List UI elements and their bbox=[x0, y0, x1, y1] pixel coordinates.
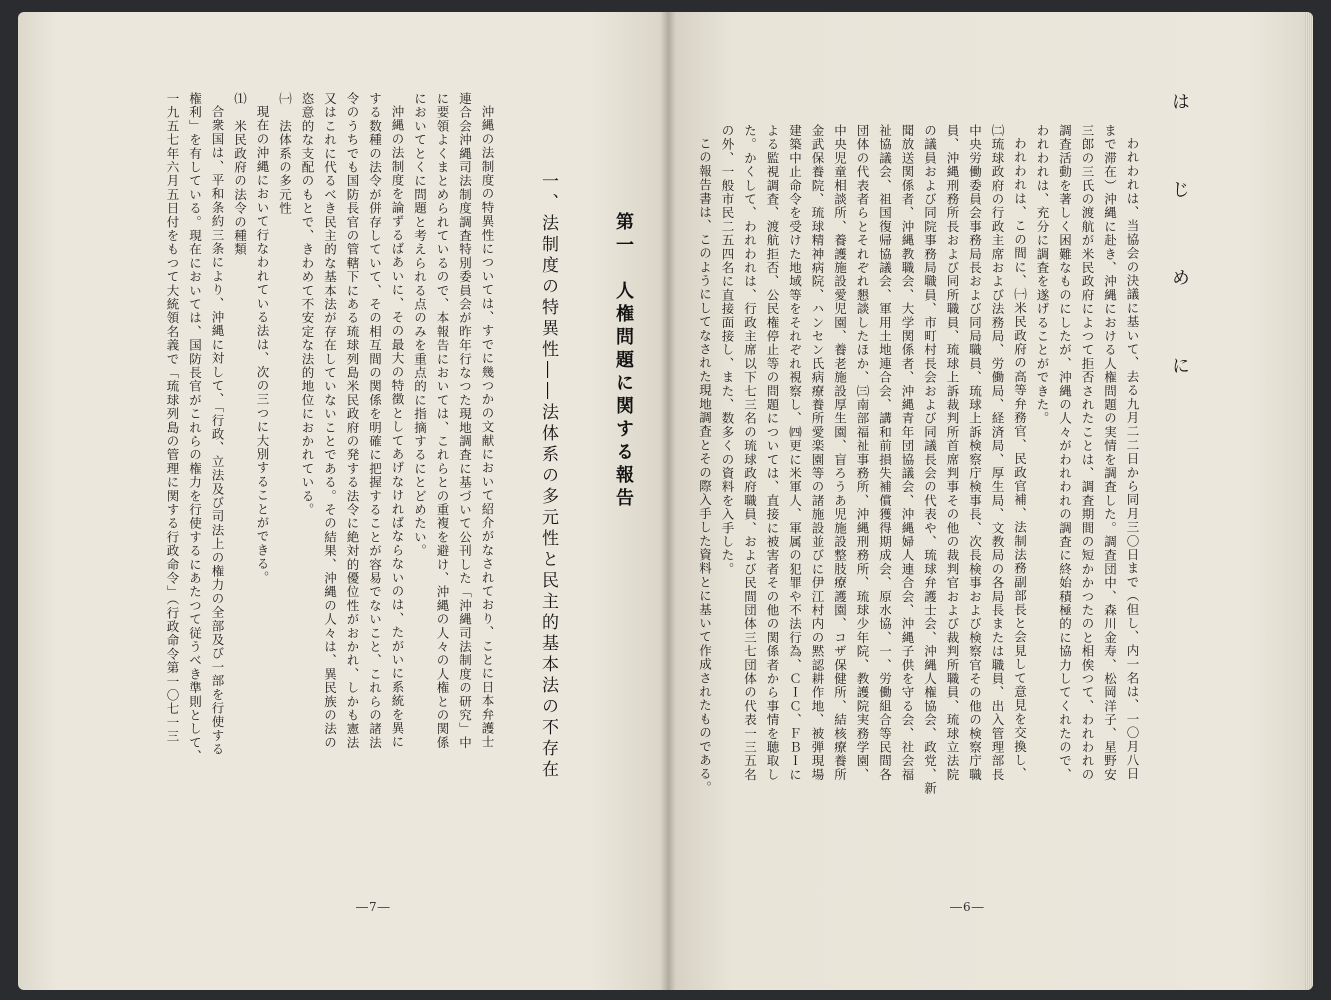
text-line: 祉協議会、祖国復帰協議会、軍用土地連合会、講和前損失補償獲得期成会、原水協、一、労働組合等民間各 bbox=[877, 124, 893, 782]
text-line: まで滞在）沖縄に赴き、沖縄における人権問題の実情を調査した。調査団中、森川金寿、松岡洋子、星野安 bbox=[1102, 124, 1118, 782]
text-line: 権利」を有している。現在においては、国防長官がこれらの権力を行使するにあたつて従うべき準則として、 bbox=[187, 92, 203, 764]
text-line: ㈡琉球政府の行政主席および法務局、労働局、経済局、厚生局、文教局の各局長または職員、出入管理部長 bbox=[990, 124, 1005, 782]
text-line: 沖縄の法制度を論ずるばあいに、その最大の特徴としてあげなければならないのは、たがいに系統を異に bbox=[390, 104, 405, 749]
text-line: われわれは、当協会の決議に基いて、去る九月二二日から同月三〇日まで（但し、内一名は、一〇月八日 bbox=[1125, 136, 1140, 781]
text-line: 聞放送関係者、沖縄教職会、大学関係者、沖縄青年団協議会、沖縄婦人連合会、沖縄子供を守る会、社会福 bbox=[900, 124, 915, 782]
text-line: た。かくして、われわれは、行政主席以下七三名の琉球政府職員、および民間団体三七団体の代表一三五名 bbox=[742, 124, 758, 782]
text-line: この報告書は、このようにしてなされた現地調査とその際入手した資料とに基いて作成されたものである。 bbox=[697, 136, 713, 795]
text-line: 調査活動を著しく困難なものにしたが、沖縄の人々がわれわれの調査に終始積極的に協力してくれたので、 bbox=[1057, 124, 1073, 782]
text-line: 現在の沖縄において行なわれている法は、次の三つに大別することができる。 bbox=[255, 104, 270, 584]
text-line: の外、一般市民二五四名に直接面接し、また、数多くの資料を入手した。 bbox=[720, 124, 735, 577]
book-spread bbox=[18, 12, 1313, 990]
text-line: に要領よくまとめられているので、本報告においては、これらとの重複を避け、沖縄の人々の人権との関係 bbox=[435, 92, 450, 750]
text-line: 三郎の三氏の渡航が米民政府によつて拒否されたことは、調査期間の短かかつたのと相俟つて、われわれの bbox=[1080, 124, 1095, 782]
subsection-heading: ㈠ 法体系の多元性 bbox=[277, 92, 293, 216]
left-page bbox=[18, 12, 668, 990]
text-line: 連合会沖縄司法制度調査特別委員会が昨年行なつた現地調査に基づいて公刊した「沖縄司法制度の研究」中 bbox=[457, 92, 473, 750]
page-edge bbox=[1305, 12, 1313, 990]
text-line: する数種の法令が併存していて、その相互間の関係を明確に把握することが容易でないこと、これらの諸法 bbox=[367, 92, 383, 750]
text-line: 沖縄の法制度の特異性については、すでに幾つかの文献において紹介がなされており、ことに日本弁護士 bbox=[480, 104, 495, 749]
text-line: 員、沖縄刑務所長および同所職員、琉球上訴裁判所首席判事その他の裁判官および裁判所職員、琉球立法院 bbox=[945, 124, 960, 782]
text-line: 建築中止命令を受けた地域等をそれぞれ視察し、㈣更に米軍人、軍属の犯罪や不法行為、ＣＩＣ、ＦＢＩに bbox=[787, 124, 803, 782]
text-line: 恣意的な支配のもとで、きわめて不安定な法的地位におかれている。 bbox=[300, 92, 315, 517]
text-line: 金武保養院、琉球精神病院、ハンセン氏病療養所愛楽園等の諸施設並びに伊江村内の黙認耕作地、被弾現場 bbox=[810, 124, 825, 782]
introduction-heading: は じ め に bbox=[1169, 92, 1190, 400]
text-line: われわれは、この間に、㈠米民政府の高等弁務官、民政官補、法制法務副部長と会見して意見を交換し、 bbox=[1012, 136, 1028, 781]
subsection-heading: ⑴ 米民政府の法令の種類 bbox=[232, 92, 248, 257]
page-number-left: ―7― bbox=[356, 900, 391, 914]
text-line: 合衆国は、平和条約三条により、沖縄に対して、「行政、立法及び司法上の権力の全部及び一部を行使する bbox=[210, 104, 225, 756]
text-line: 又はこれに代るべき民主的な基本法が存在していないことである。その結果、沖縄の人々は、異民族の法の bbox=[322, 92, 338, 750]
text-line: 令のうちでも国防長官の管轄下にある琉球列島米民政府の発する法令に絶対的優位性がおかれ、しかも憲法 bbox=[345, 92, 360, 750]
right-page bbox=[668, 12, 1313, 990]
section-title: 一、法制度の特異性――法体系の多元性と民主的基本法の不存在 bbox=[538, 172, 558, 781]
text-line: 一九五七年六月五日付をもつて大統領名義で「琉球列島の管理に関する行政命令」（行政命令第一〇七一三 bbox=[165, 92, 180, 744]
right-body-text bbox=[697, 124, 1143, 924]
chapter-heading: 第一 人権問題に関する報告 bbox=[613, 212, 634, 511]
text-line: においてとくに問題と考えられる点のみを重点的に指摘するにとどめたい。 bbox=[412, 92, 428, 558]
text-line: 団体の代表者らとそれぞれ懇談したほか、㈢南部福祉事務所、沖縄刑務所、琉球少年院、教護院実務学園、 bbox=[855, 124, 870, 782]
text-line: 中央労働委員会事務局長および同局職員、琉球上訴検察庁検事長、次長検事および検察官その他の検察庁職 bbox=[967, 124, 983, 782]
left-body-text bbox=[148, 92, 498, 932]
book-gutter bbox=[660, 12, 676, 990]
text-line: われわれは、充分に調査を遂げることができた。 bbox=[1035, 124, 1050, 426]
text-line: よる監視調査、渡航拒否、公民権停止等の問題については、直接に被害者その他の関係者から事情を聴取し bbox=[765, 124, 780, 782]
text-line: の議員および同院事務局職員、市町村長会および同議長会の代表や、琉球弁護士会、沖縄人権協会、政党、新 bbox=[922, 124, 938, 796]
page-number-right: ―6― bbox=[950, 900, 985, 914]
text-line: 中央児童相談所、養護施設愛児園、養老施設厚生園、盲ろうあ児施設整肢療護園、コザ保健所、結核療養所 bbox=[832, 124, 848, 782]
